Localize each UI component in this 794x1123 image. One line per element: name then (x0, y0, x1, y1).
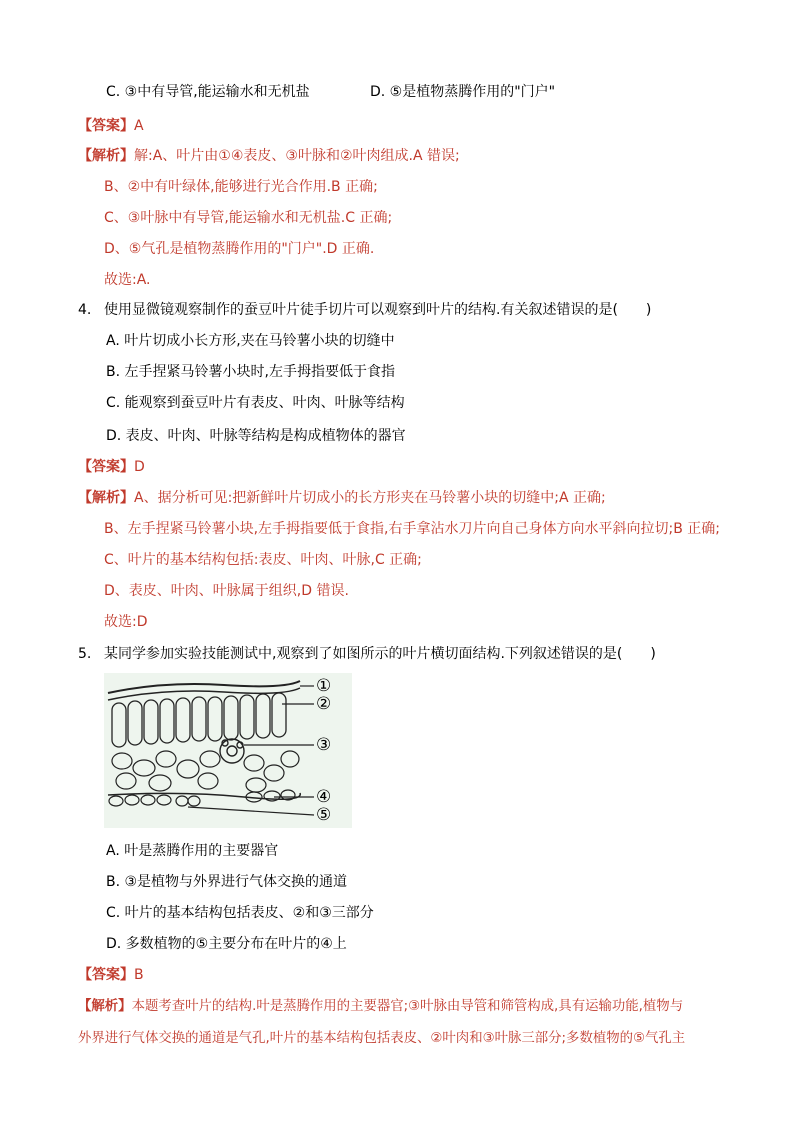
q5-number: 5. (78, 646, 92, 662)
q4-option-a: A. 叶片切成小长方形,夹在马铃薯小块的切缝中 (106, 333, 395, 349)
q3-analysis-line-1 (78, 146, 460, 166)
q4-conclusion: 故选:D (104, 614, 148, 630)
figure-label-4: ④ (316, 787, 332, 807)
q3-analysis-line-3: C、③叶脉中有导管,能运输水和无机盐.C 正确; (104, 210, 393, 226)
q3-option-c: C. ③中有导管,能运输水和无机盐 (106, 84, 310, 100)
answer-value: A (134, 118, 144, 134)
q3-analysis-line-2: B、②中有叶绿体,能够进行光合作用.B 正确; (104, 179, 378, 195)
answer-tag: 【答案】 (78, 459, 134, 475)
q4-analysis-line-2: B、左手捏紧马铃薯小块,左手拇指要低于食指,右手拿沾水刀片向自己身体方向水平斜向拉切;B 正确; (104, 521, 720, 537)
leaf-cross-section-figure (104, 673, 352, 828)
q3-answer (78, 116, 144, 136)
figure-label-3: ③ (316, 735, 332, 755)
figure-label-5: ⑤ (316, 805, 332, 825)
q5-option-b: B. ③是植物与外界进行气体交换的通道 (106, 874, 348, 890)
q3-conclusion: 故选:A. (104, 272, 151, 288)
q4-analysis-line-1 (78, 488, 606, 508)
figure-label-2: ② (316, 694, 332, 714)
answer-tag: 【答案】 (78, 967, 134, 983)
q4-option-c: C. 能观察到蚕豆叶片有表皮、叶肉、叶脉等结构 (106, 395, 405, 411)
q3-option-d: D. ⑤是植物蒸腾作用的"门户" (370, 84, 556, 100)
q5-option-a: A. 叶是蒸腾作用的主要器官 (106, 843, 279, 859)
q5-analysis-line-2: 外界进行气体交换的通道是气孔,叶片的基本结构包括表皮、②叶肉和③叶脉三部分;多数植物的⑤气孔主 (78, 1031, 686, 1046)
answer-value: B (134, 967, 144, 983)
q4-option-d: D. 表皮、叶肉、叶脉等结构是构成植物体的器官 (106, 428, 406, 444)
answer-value: D (134, 459, 145, 475)
q4-option-b: B. 左手捏紧马铃薯小块时,左手拇指要低于食指 (106, 364, 395, 380)
analysis-text: A、据分析可见:把新鲜叶片切成小的长方形夹在马铃薯小块的切缝中;A 正确; (134, 490, 606, 506)
leaf-diagram (104, 673, 352, 828)
q5-answer (78, 965, 144, 985)
q4-analysis-line-4: D、表皮、叶肉、叶脉属于组织,D 错误. (104, 583, 349, 599)
q3-analysis-line-4: D、⑤气孔是植物蒸腾作用的"门户".D 正确. (104, 241, 375, 257)
q5-analysis-line-1 (78, 997, 683, 1017)
analysis-text: 解:A、叶片由①④表皮、③叶脉和②叶肉组成.A 错误; (134, 148, 460, 164)
analysis-text: 本题考查叶片的结构.叶是蒸腾作用的主要器官;③叶脉由导管和筛管构成,具有运输功能,植物与 (131, 999, 684, 1014)
analysis-tag: 【解析】 (78, 490, 134, 506)
q4-number: 4. (78, 302, 92, 318)
q5-stem: 某同学参加实验技能测试中,观察到了如图所示的叶片横切面结构.下列叙述错误的是( ) (104, 646, 656, 662)
figure-label-1: ① (316, 676, 332, 696)
q5-option-d: D. 多数植物的⑤主要分布在叶片的④上 (106, 936, 347, 952)
answer-tag: 【答案】 (78, 118, 134, 134)
q4-answer (78, 457, 145, 477)
analysis-tag: 【解析】 (78, 999, 132, 1014)
q4-stem: 使用显微镜观察制作的蚕豆叶片徒手切片可以观察到叶片的结构.有关叙述错误的是( ) (104, 302, 652, 318)
q5-option-c: C. 叶片的基本结构包括表皮、②和③三部分 (106, 905, 374, 921)
q4-analysis-line-3: C、叶片的基本结构包括:表皮、叶肉、叶脉,C 正确; (104, 552, 422, 568)
analysis-tag: 【解析】 (78, 148, 134, 164)
